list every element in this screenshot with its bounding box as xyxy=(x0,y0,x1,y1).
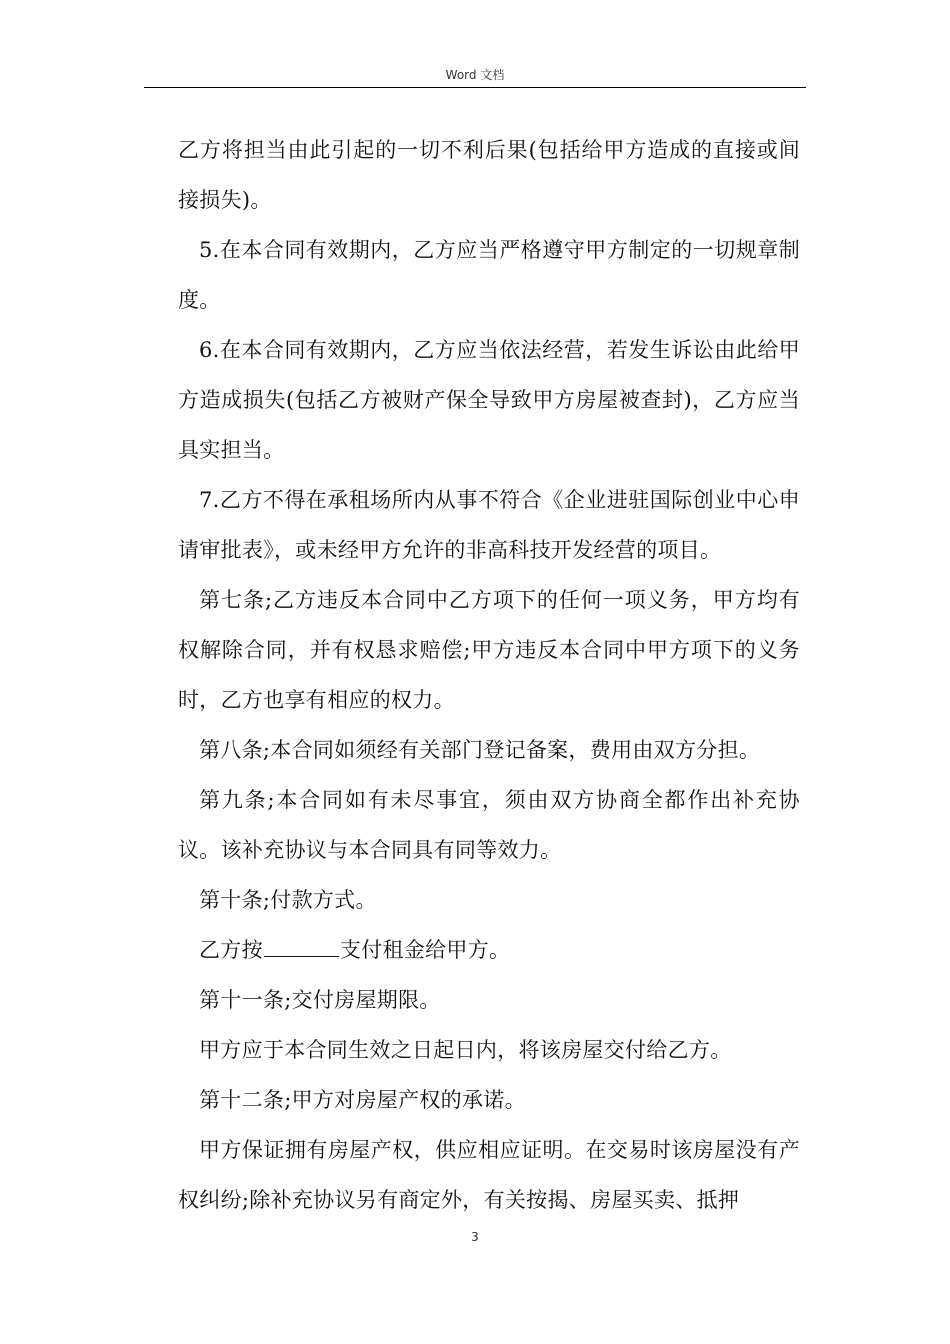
paragraph-article-8: 第八条;本合同如须经有关部门登记备案，费用由双方分担。 xyxy=(199,738,761,762)
paragraph-payment-method xyxy=(178,925,800,975)
paragraph-clause-7: 7.乙方不得在承租场所内从事不符合《企业进驻国际创业中心申请审批表》，或未经甲方允许的非高科技开发经营的项目。 xyxy=(178,488,800,562)
document-body xyxy=(178,125,800,1225)
paragraph-property-guarantee: 甲方保证拥有房屋产权，供应相应证明。在交易时该房屋没有产权纠纷;除补充协议另有商定外，有关按揭、房屋买卖、抵押 xyxy=(178,1138,800,1212)
page-number: 3 xyxy=(471,1230,479,1244)
paragraph-article-10: 第十条;付款方式。 xyxy=(199,888,377,912)
payment-text-before: 乙方按 xyxy=(199,938,263,962)
paragraph-article-11: 第十一条;交付房屋期限。 xyxy=(199,988,441,1012)
paragraph-clause-5: 5.在本合同有效期内，乙方应当严格遵守甲方制定的一切规章制度。 xyxy=(178,238,800,312)
paragraph-article-9: 第九条;本合同如有未尽事宜，须由双方协商全都作出补充协议。该补充协议与本合同具有同等效力。 xyxy=(178,788,800,862)
paragraph-article-12: 第十二条;甲方对房屋产权的承诺。 xyxy=(199,1088,526,1112)
paragraph-liability-continued: 乙方将担当由此引起的一切不利后果(包括给甲方造成的直接或间接损失)。 xyxy=(178,138,800,212)
header-divider xyxy=(144,87,806,88)
paragraph-clause-6: 6.在本合同有效期内，乙方应当依法经营，若发生诉讼由此给甲方造成损失(包括乙方被财产保全导致甲方房屋被查封)，乙方应当具实担当。 xyxy=(178,338,800,462)
paragraph-article-7: 第七条;乙方违反本合同中乙方项下的任何一项义务，甲方均有权解除合同，并有权恳求赔偿;甲方违反本合同中甲方项下的义务时，乙方也享有相应的权力。 xyxy=(178,588,800,712)
page-header: Word 文档 xyxy=(445,68,505,82)
payment-blank-field xyxy=(264,938,339,957)
payment-text-after: 支付租金给甲方。 xyxy=(339,938,511,962)
paragraph-delivery-term: 甲方应于本合同生效之日起日内，将该房屋交付给乙方。 xyxy=(199,1038,732,1062)
